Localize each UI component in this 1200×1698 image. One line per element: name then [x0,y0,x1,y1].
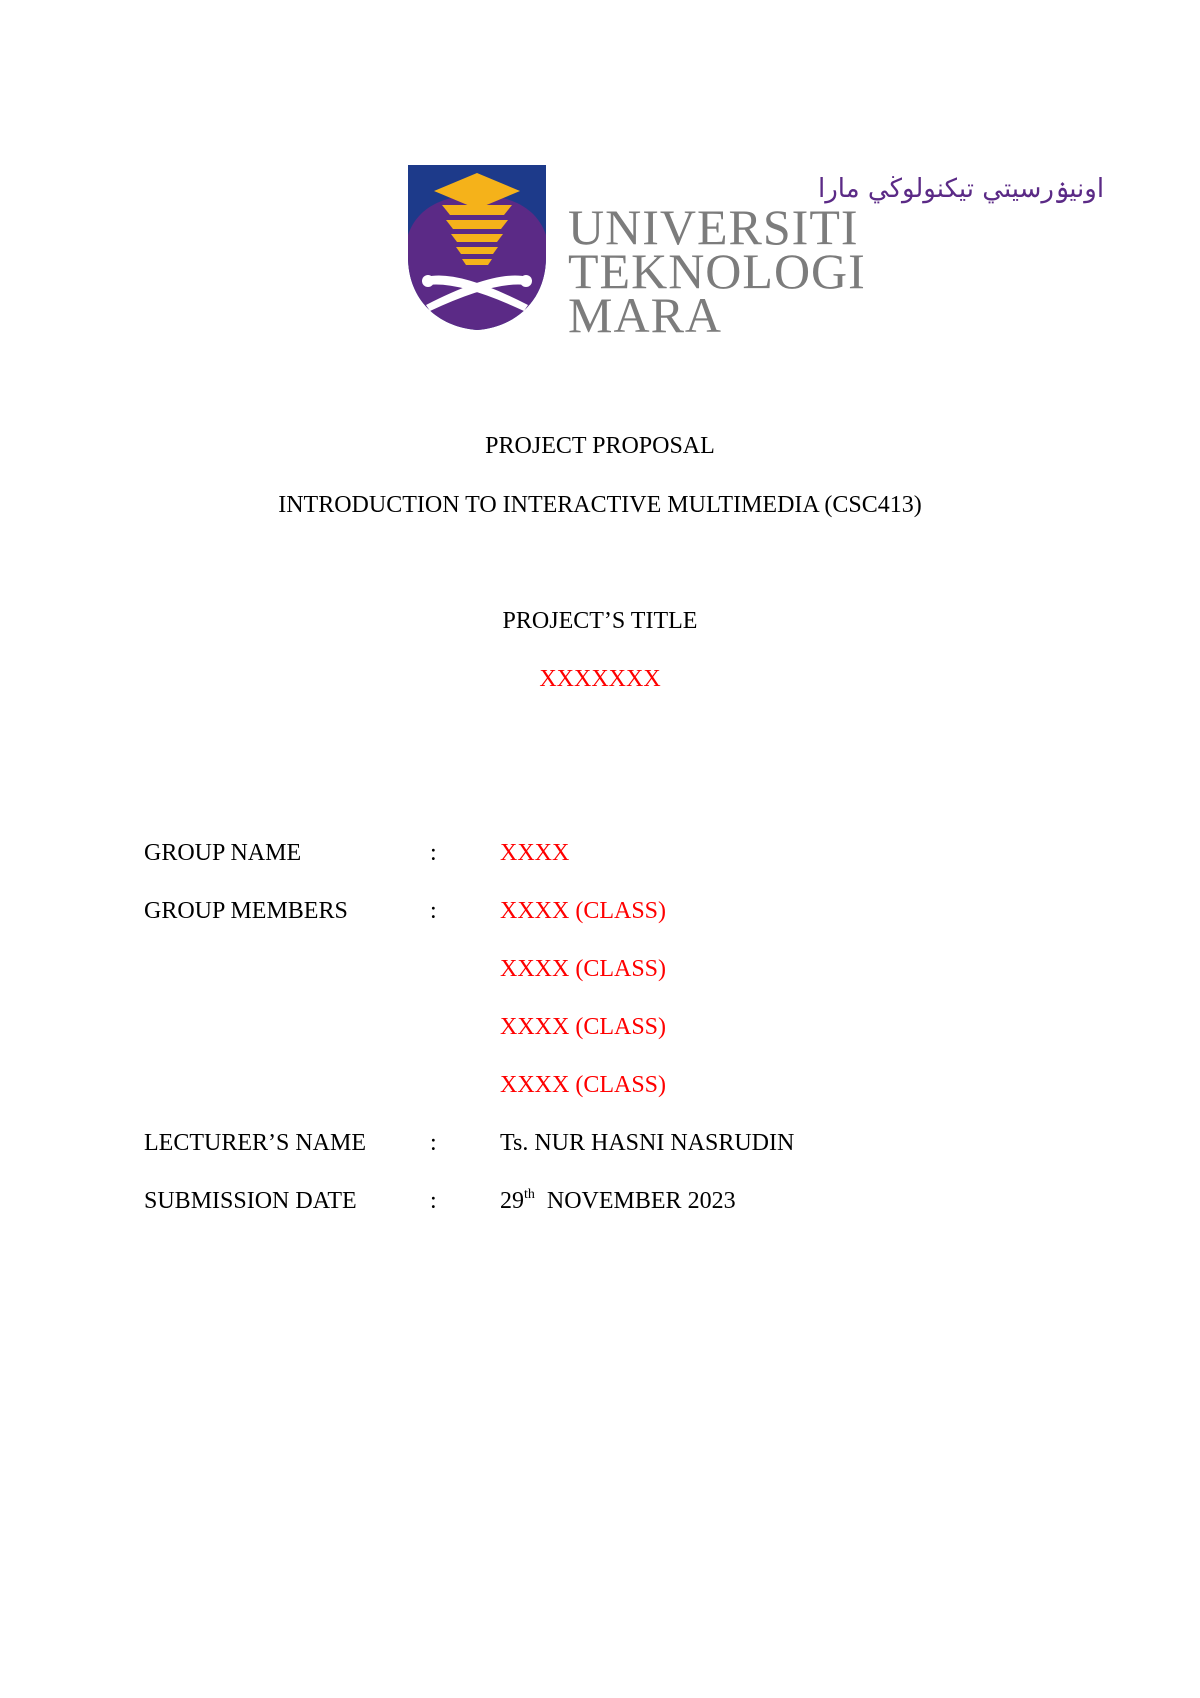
submission-row [0,1186,1200,1216]
wordmark-line-3: MARA [568,287,723,343]
wordmark-line-2: TEKNOLOGI [568,243,866,299]
group-members-label: GROUP MEMBERS [144,898,348,924]
group-members-colon: : [430,898,437,924]
group-members-row [0,896,1200,926]
submission-label: SUBMISSION DATE [144,1188,357,1214]
group-member-2: XXXX (CLASS) [500,956,667,982]
submission-day-suffix: th [524,1187,535,1202]
submission-value [500,1186,736,1216]
group-member-row [0,954,1200,984]
project-title-label: PROJECT’S TITLE [502,608,698,634]
group-name-colon: : [430,840,437,866]
lecturer-value: Ts. NUR HASNI NASRUDIN [500,1130,795,1156]
wordmark-line-1: UNIVERSITI [568,199,859,255]
submission-day: 29 [500,1188,524,1214]
uitm-wordmark [568,199,866,343]
doc-type-heading: PROJECT PROPOSAL [485,433,715,459]
group-name-row [0,838,1200,868]
group-member-row [0,1012,1200,1042]
group-member-4: XXXX (CLASS) [500,1072,667,1098]
group-member-row [0,1070,1200,1100]
group-member-1: XXXX (CLASS) [500,898,667,924]
submission-month-year: NOVEMBER 2023 [546,1188,736,1214]
uitm-crest-icon [408,165,546,330]
submission-colon: : [430,1188,437,1214]
lecturer-colon: : [430,1130,437,1156]
uitm-logo [408,165,1105,343]
group-member-3: XXXX (CLASS) [500,1014,667,1040]
course-heading: INTRODUCTION TO INTERACTIVE MULTIMEDIA (CSC413) [278,492,922,518]
lecturer-label: LECTURER’S NAME [144,1130,366,1156]
project-title-value: XXXXXXX [539,666,661,692]
jawi-text: اونيۏرسيتي تيکنولوڬي مارا [818,174,1105,204]
group-name-value: XXXX [500,840,570,866]
group-name-label: GROUP NAME [144,840,302,866]
lecturer-row [0,1128,1200,1158]
